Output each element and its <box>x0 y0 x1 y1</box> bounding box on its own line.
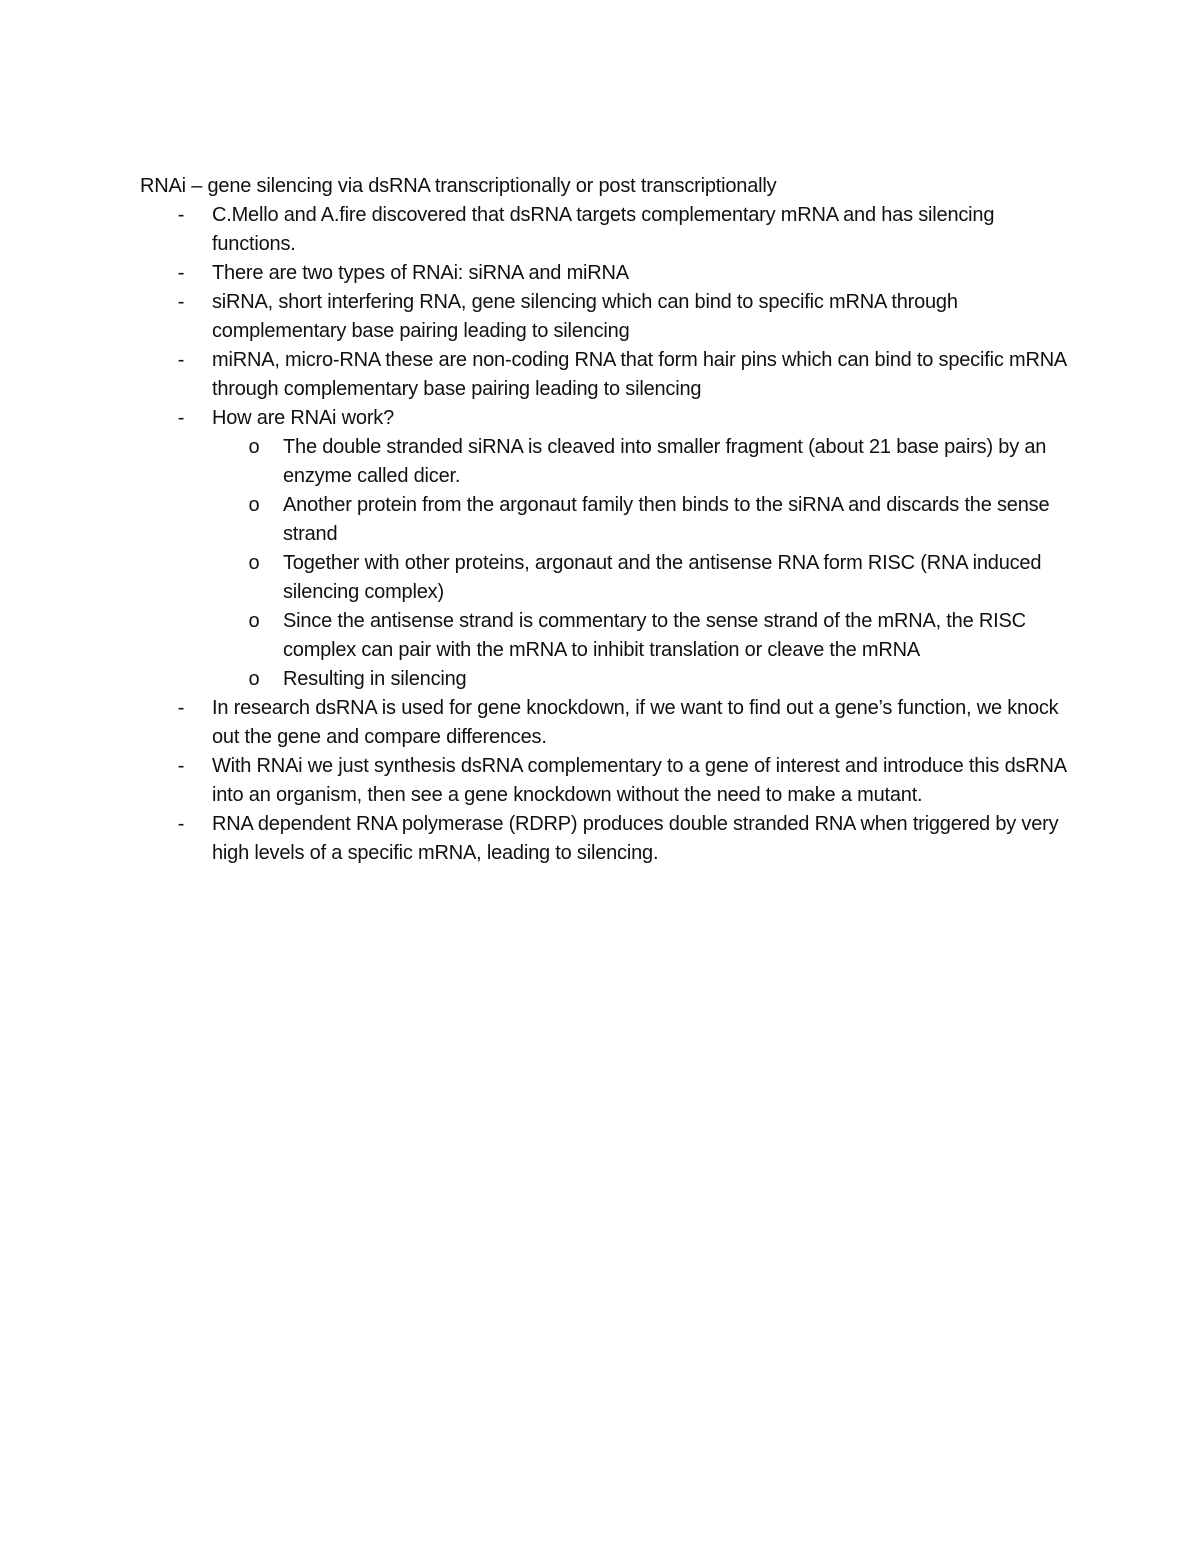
dash-bullet-marker: - <box>177 262 185 284</box>
sub-list-item-text: The double stranded siRNA is cleaved into smaller fragment (about 21 base pairs) by an enzyme called dicer. <box>283 436 1047 487</box>
document-body <box>140 172 1070 868</box>
dash-bullet-marker: - <box>177 755 185 777</box>
circle-bullet-marker: o <box>248 436 260 458</box>
sub-list-item-text: Resulting in silencing <box>283 668 467 690</box>
dash-bullet-marker: - <box>177 291 185 313</box>
dash-bullet-marker: - <box>177 204 185 226</box>
circle-bullet-marker: o <box>248 668 260 690</box>
sub-list-item <box>212 549 1070 607</box>
list-item-text: miRNA, micro-RNA these are non-coding RNA that form hair pins which can bind to specific mRNA through complementary base pairing leading to silencing <box>212 349 1066 400</box>
sub-bullet-list <box>212 433 1070 694</box>
list-item <box>140 201 1070 259</box>
circle-bullet-marker: o <box>248 494 260 516</box>
sub-list-item-text: Since the antisense strand is commentary to the sense strand of the mRNA, the RISC complex can pair with the mRNA to inhibit translation or cleave the mRNA <box>283 610 1026 661</box>
bullet-list <box>140 201 1070 868</box>
sub-list-item <box>212 665 1070 694</box>
dash-bullet-marker: - <box>177 697 185 719</box>
list-item-text: With RNAi we just synthesis dsRNA complementary to a gene of interest and introduce this dsRNA into an organism, then see a gene knockdown without the need to make a mutant. <box>212 755 1066 806</box>
dash-bullet-marker: - <box>177 813 185 835</box>
list-item-text: In research dsRNA is used for gene knockdown, if we want to find out a gene’s function, we knock out the gene and compare differences. <box>212 697 1059 748</box>
list-item-text: How are RNAi work? <box>212 407 395 429</box>
document-heading: RNAi – gene silencing via dsRNA transcriptionally or post transcriptionally <box>140 175 777 197</box>
list-item-text: There are two types of RNAi: siRNA and miRNA <box>212 262 629 284</box>
list-item <box>140 752 1070 810</box>
dash-bullet-marker: - <box>177 407 185 429</box>
list-item <box>140 259 1070 288</box>
list-item <box>140 288 1070 346</box>
circle-bullet-marker: o <box>248 610 260 632</box>
dash-bullet-marker: - <box>177 349 185 371</box>
list-item-text: C.Mello and A.fire discovered that dsRNA targets complementary mRNA and has silencing functions. <box>212 204 995 255</box>
list-item-text: siRNA, short interfering RNA, gene silencing which can bind to specific mRNA through complementary base pairing leading to silencing <box>212 291 958 342</box>
list-item <box>140 810 1070 868</box>
list-item <box>140 404 1070 694</box>
circle-bullet-marker: o <box>248 552 260 574</box>
sub-list-item <box>212 491 1070 549</box>
list-item <box>140 346 1070 404</box>
sub-list-item-text: Another protein from the argonaut family then binds to the siRNA and discards the sense strand <box>283 494 1050 545</box>
sub-list-item-text: Together with other proteins, argonaut and the antisense RNA form RISC (RNA induced silencing complex) <box>283 552 1042 603</box>
sub-list-item <box>212 607 1070 665</box>
list-item-text: RNA dependent RNA polymerase (RDRP) produces double stranded RNA when triggered by very high levels of a specific mRNA, leading to silencing. <box>212 813 1059 864</box>
sub-list-item <box>212 433 1070 491</box>
list-item <box>140 694 1070 752</box>
